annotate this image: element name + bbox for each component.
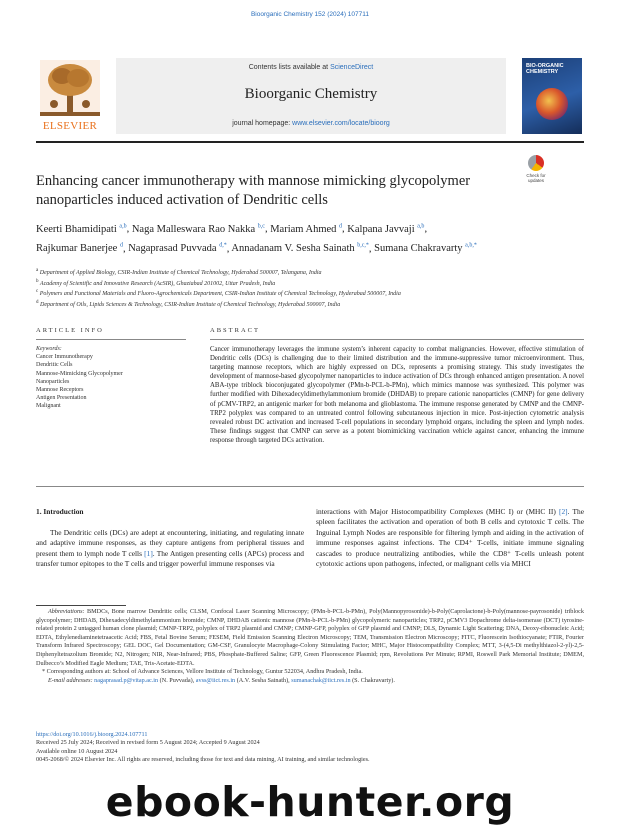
- introduction-right-column: interactions with Major Histocompatibility Complexes (MHC I) or (MHC II) [2]. The spleen facilitates the activation and operation of both B cells and cytotoxic T cells. The Inguinal Lymph Nodes are responsible for filtering lymph and aiding in the activation of immune responses against infections. The CD4⁺ T-cells, initiate immune signaling cascades to produce neutralizing antibodies, while the CD8⁺ T-cells unleash potent cytotoxic actions upon pathogens, infected, or malignant cells via MHCI: [316, 507, 584, 569]
- author-name[interactable]: Mariam Ahmed $^d$: [270, 223, 343, 235]
- abbreviations-footnote: Abbreviations: BMDCs, Bone marrow Dendritic cells; CLSM, Confocal Laser Scanning Microscopy; (PMn-b-PCL-b-PMn), Poly(Mannopyrosonide)-b-Poly(Caprolactone)-b-Poly(mannose-payrosonide) triblock glycopolymer; DHDAB, Dihexadecyldimethylammonium bromide; CMNP, DHDAB cationic mannose (PMn-b-PCL-b-PMn) glycopolymeric nanoparticles; TRP2, pCMV3 Dopachrome delta-isomerase (DCT) tyrosine-related protein 2 untagged human clone plasmid; CMNP-TRP2, polyplex of TRP2 plasmid and CMNP; CMNP-GFP, polyplex of GFP plasmid and CMNP; DLS, Dynamic Light Scattering; DNA, Deoxy-ribonucleic Acid; EDTA, Ethylenediaminetetraacetic Acid; FBS, Fetal Bovine Serum; FESEM, Field Emission Scanning Electron Microscopy; TEM, Transmission Electron Microscopy; FITC, Fluorescein Isothiocyanate; FTIR, Fourier Transform Infrared Spectroscopy; GEL DOC, Gel Documentation; GM-CSF, Granulocyte Macrophage-Colony Stimulating Factor; MHC, Major Histocompatibility Complex; MTT, 3-(4,5-Di methylthiazol-2-yl)-2,5-Diphenyltetrazolium Bromide; N2, Nitrogen; NIR, Near-Infrared; PBS, Phosphate-Buffered Saline; GFP, Green Fluorescence Plasmid; rpm, Revolutions Per Minute; RPMI, Roswell Park Memorial Institute; DMEM, Dulbecco’s Modified Eagle Medium; TAE, Tris-Acetate-EDTA.: [36, 608, 584, 667]
- article-info-heading: ARTICLE INFO: [36, 327, 104, 334]
- cover-artwork: [536, 88, 568, 120]
- keyword-item: Malignant: [36, 403, 61, 410]
- affiliation-item: $^b$ Academy of Scientific and Innovative Research (AcSIR), Ghaziabad 201002, Uttar Pradesh, India: [36, 278, 276, 287]
- abstract-heading: ABSTRACT: [210, 327, 260, 334]
- abstract-rule: [210, 339, 584, 340]
- introduction-left-column: The Dendritic cells (DCs) are adept at encountering, initiating, and regulating innate and adaptive immune responses, as they capture antigens from peripheral tissues and present them to lymph node T cells [1]. The Antigen presenting cells (APCs) process and transfer tumor epitopes to the T cells and trigger powerful immune responses via: [36, 528, 304, 569]
- check-for-updates-icon: [528, 155, 544, 171]
- journal-cover-thumbnail[interactable]: [522, 58, 582, 134]
- masthead-center-panel: [116, 58, 506, 134]
- footnotes-block: [36, 608, 584, 685]
- keywords-block: [36, 345, 186, 411]
- author-name[interactable]: Annadanam V. Sesha Sainath $^{b,c,*}$: [231, 242, 369, 254]
- introduction-heading: 1. Introduction: [36, 507, 84, 516]
- email-link[interactable]: avss@iict.res.in: [195, 676, 236, 684]
- doi-link[interactable]: https://doi.org/10.1016/j.bioorg.2024.107711: [36, 731, 148, 738]
- email-link[interactable]: sumanachak@iict.res.in: [291, 676, 351, 684]
- author-name[interactable]: Kalpana Javvaji $^{a,b}$: [347, 223, 425, 235]
- homepage-link[interactable]: www.elsevier.com/locate/bioorg: [292, 120, 390, 127]
- footnote-rule: [36, 605, 126, 606]
- author-list: Keerti Bhamidipati $^{a,b}$, Naga Malleswara Rao Nakka $^{b,c}$, Mariam Ahmed $^d$, Kalpana Javvaji $^{a,b}$, Rajkumar Banerjee $^d$, Nagaprasad Puvvada $^{d,*}$, Annadanam V. Sesha Sainath $^{b,c,*}$, Sumana Chakravarty $^{a,b,*}$: [36, 223, 477, 254]
- contents-available-line: [116, 64, 506, 71]
- article-title: Enhancing cancer immunotherapy with mannose mimicking glycopolymer nanoparticles induced activation of Dendritic cells: [36, 173, 471, 208]
- keyword-item: Mannose-Mimicking Glycopolymer: [36, 370, 123, 377]
- author-name[interactable]: Keerti Bhamidipati $^{a,b}$: [36, 223, 127, 235]
- copyright-line: 0045-2068/© 2024 Elsevier Inc. All rights are reserved, including those for text and data mining, AI training, and similar technologies.: [36, 756, 370, 764]
- author-name[interactable]: Naga Malleswara Rao Nakka $^{b,c}$: [131, 223, 265, 235]
- check-for-updates-badge[interactable]: [521, 155, 551, 189]
- masthead-rule: [36, 141, 584, 143]
- email-link[interactable]: nagaprasad.p@vitap.ac.in: [94, 676, 159, 684]
- author-name[interactable]: Nagaprasad Puvvada $^{d,*}$: [128, 242, 227, 254]
- publication-info: [36, 731, 584, 765]
- keyword-item: Mannose Receptors: [36, 387, 84, 394]
- email-footnote: E-mail addresses: nagaprasad.p@vitap.ac.in (N. Puvvada), avss@iict.res.in (A.V. Sesha Sainath), sumanachak@iict.res.in (S. Chakravarty).: [48, 676, 395, 684]
- citation-link[interactable]: [2]: [559, 507, 568, 516]
- journal-homepage-line: [116, 120, 506, 127]
- keyword-item: Nanoparticles: [36, 378, 70, 385]
- affiliation-item: $^d$ Department of Oils, Lipids Sciences & Technology, CSIR-Indian Institute of Chemical Technology, Hyderabad 500007, India: [36, 299, 341, 308]
- author-name[interactable]: Sumana Chakravarty $^{a,b,*}$: [374, 242, 477, 254]
- sciencedirect-link[interactable]: ScienceDirect: [330, 64, 374, 71]
- affiliation-list: [36, 267, 584, 309]
- elsevier-wordmark: ELSEVIER: [42, 120, 98, 132]
- received-dates: Received 25 July 2024; Received in revised form 5 August 2024; Accepted 9 August 2024: [36, 739, 260, 747]
- homepage-prefix: journal homepage:: [232, 120, 293, 127]
- citation-link[interactable]: [1]: [144, 548, 153, 558]
- journal-title: Bioorganic Chemistry: [244, 86, 378, 102]
- keyword-item: Dendritic Cells: [36, 362, 73, 369]
- journal-masthead: [36, 58, 584, 138]
- affiliation-item: $^a$ Department of Applied Biology, CSIR-Indian Institute of Chemical Technology, Hyderabad 500007, Telangana, India: [36, 268, 322, 276]
- journal-reference[interactable]: Bioorganic Chemistry 152 (2024) 107711: [250, 11, 370, 18]
- corresponding-author-footnote: * Corresponding authors at: School of Advance Sciences, Vellore Institute of Technology, Guntur 522034, Andhra Pradesh, India.: [42, 668, 363, 676]
- elsevier-logo: [36, 58, 104, 134]
- abstract-bottom-rule: [36, 486, 584, 487]
- contents-prefix: Contents lists available at: [248, 64, 331, 71]
- available-online-date: Available online 10 August 2024: [36, 747, 118, 755]
- keyword-item: Cancer Immunotherapy: [36, 354, 93, 361]
- affiliation-item: $^c$ Polymers and Functional Materials and Fluoro-Agrochemicals Department, CSIR-Indian Institute of Chemical Technology, Hyderabad 500007, India: [36, 289, 401, 297]
- check-for-updates-label: Check for updates: [526, 173, 546, 183]
- article-info-rule: [36, 339, 186, 340]
- author-name[interactable]: Rajkumar Banerjee $^d$: [36, 242, 123, 254]
- cover-title: BIO-ORGANIC CHEMISTRY: [526, 63, 564, 76]
- abstract-text: Cancer immunotherapy leverages the immune system’s inherent capacity to combat malignancies. However, effective stimulation of Dendritic cells (DCs) is challenging due to their limited distribution and the immune-suppressive tumor microenvironment. Thus, targeting mannose receptors, which are highly expressed on DCs, represents a promising strategy. This study investigates the development of mannose-based glycopolymer nanoparticles to induce activation of DCs through enhanced antigen presentation. A novel ABA-type triblock bioconjugated glycopolymer (PMn-b-PCL-b-PMn), which mimics mannose was synthesized. This polymer was further modified with Dihexadecyldimethylammonium bromide (DHDAB) to prepare cationic nanoparticles (CMNP) for gene delivery of pCMV-TRP2, an antigenic marker for both melanoma and glioblastoma. The immune response generated by CMNP and the CMNP-TRP2 polyplex was compared to an untreated control following subcutaneous injection in mice. Post-injection cytometric analysis revealed robust DC activation and increased T-cell populations in secondary lymphoid organs, including the spleen and lymph nodes. These findings suggest that CMNP can serve as a potent biomimicking vaccination vehicle against cancer, enhancing the immune response through targeted DCs activation.: [210, 346, 584, 444]
- keyword-item: Antigen Presentation: [36, 395, 87, 402]
- elsevier-tree-icon: [40, 60, 100, 116]
- site-watermark: ebook-hunter.org: [105, 778, 515, 826]
- keywords-label: Keywords:: [36, 346, 62, 352]
